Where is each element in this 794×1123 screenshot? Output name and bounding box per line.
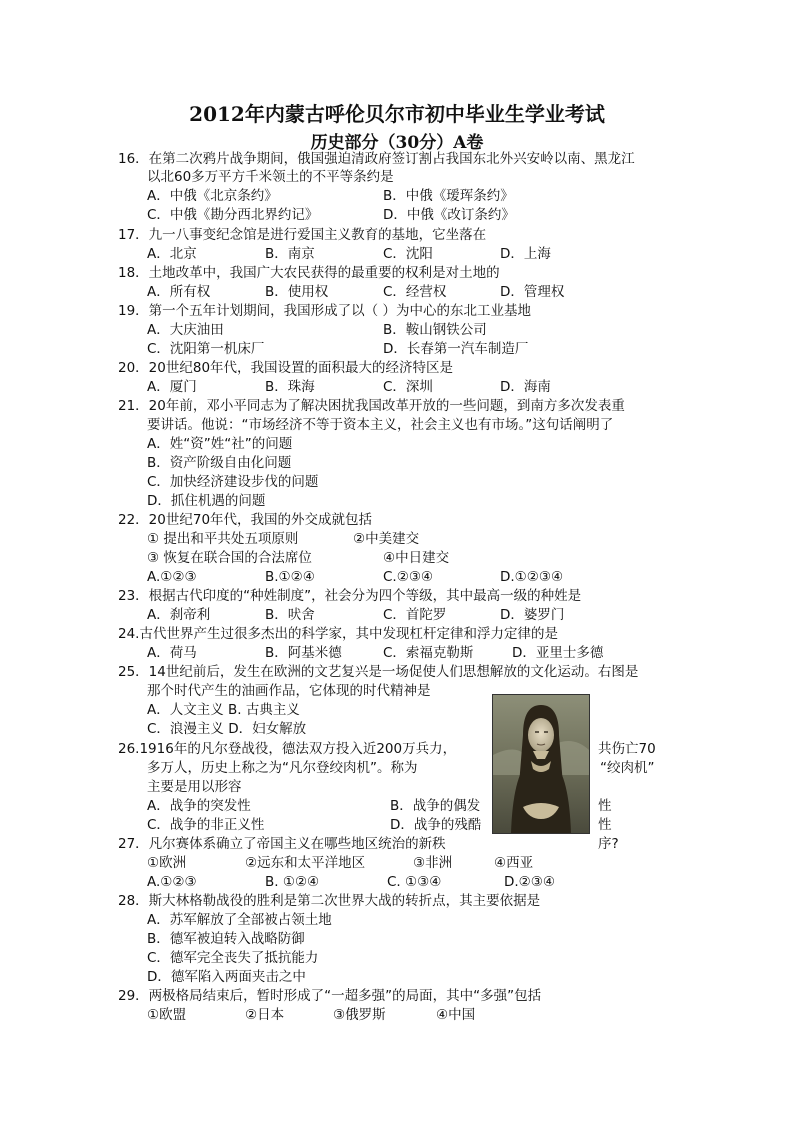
question-22-item-2: ②中美建交 bbox=[353, 531, 420, 547]
question-16-stem: 16．在第二次鸦片战争期间，俄国强迫清政府签订割占我国东北外兴安岭以南、黑龙江 bbox=[118, 151, 635, 167]
question-19-option-b: B．鞍山钢铁公司 bbox=[383, 322, 487, 338]
question-22-option-c: C.②③④ bbox=[383, 569, 434, 585]
question-25-options-cd: C．浪漫主义 D．妇女解放 bbox=[147, 721, 307, 737]
question-21-stem: 21．20年前，邓小平同志为了解决困扰我国改革开放的一些问题，到南方多次发表重 bbox=[118, 398, 625, 414]
question-29-item-1: ①欧盟 bbox=[147, 1007, 187, 1023]
question-27-item-3: ③非洲 bbox=[413, 855, 453, 871]
question-16-option-d: D．中俄《改订条约》 bbox=[383, 207, 515, 223]
question-17-stem: 17．九一八事变纪念馆是进行爱国主义教育的基地，它坐落在 bbox=[118, 227, 487, 243]
question-23-option-c: C．首陀罗 bbox=[383, 607, 447, 623]
mona-lisa-image bbox=[493, 695, 589, 833]
question-26-option-c: C．战争的非正义性 bbox=[147, 817, 265, 833]
question-20-stem: 20．20世纪80年代，我国设置的面积最大的经济特区是 bbox=[118, 360, 454, 376]
question-23-option-b: B．吠舍 bbox=[265, 607, 315, 623]
question-19-stem: 19．第一个五年计划期间，我国形成了以（ ）为中心的东北工业基地 bbox=[118, 303, 531, 319]
question-27-stem-end: 序? bbox=[598, 836, 619, 852]
question-22-option-d: D.①②③④ bbox=[500, 569, 564, 585]
question-26-stem-end: 共伤亡70 bbox=[598, 741, 656, 757]
mona-lisa-painting bbox=[492, 694, 590, 834]
question-23-stem: 23．根据古代印度的“种姓制度”，社会分为四个等级，其中最高一级的种姓是 bbox=[118, 588, 582, 604]
question-24-option-d: D．亚里士多德 bbox=[512, 645, 604, 661]
question-26-option-d-end: 性 bbox=[598, 817, 612, 833]
question-25-stem-cont: 那个时代产生的油画作品，它体现的时代精神是 bbox=[147, 683, 431, 699]
question-22-option-b: B.①②④ bbox=[265, 569, 315, 585]
question-17-option-c: C．沈阳 bbox=[383, 246, 433, 262]
question-28-option-d: D．德军陷入两面夹击之中 bbox=[147, 969, 306, 985]
question-16-option-b: B．中俄《瑷珲条约》 bbox=[383, 188, 514, 204]
question-20-option-a: A．厦门 bbox=[147, 379, 197, 395]
question-28-option-b: B．德军被迫转入战略防御 bbox=[147, 931, 305, 947]
question-27-option-a: A.①②③ bbox=[147, 874, 197, 890]
question-28-option-c: C．德军完全丧失了抵抗能力 bbox=[147, 950, 319, 966]
question-20-option-c: C．深圳 bbox=[383, 379, 433, 395]
question-22-item-1: ① 提出和平共处五项原则 bbox=[147, 531, 299, 547]
question-18-stem: 18．土地改革中，我国广大农民获得的最重要的权利是对土地的 bbox=[118, 265, 500, 281]
exam-subtitle: 历史部分（30分）A卷 bbox=[310, 133, 484, 153]
question-24-option-b: B．阿基米德 bbox=[265, 645, 342, 661]
question-26-option-d: D．战争的残酷 bbox=[390, 817, 482, 833]
question-29-item-2: ②日本 bbox=[245, 1007, 285, 1023]
question-27-item-2: ②远东和太平洋地区 bbox=[245, 855, 366, 871]
question-27-item-4: ④西亚 bbox=[494, 855, 534, 871]
question-29-stem: 29．两极格局结束后，暂时形成了“一超多强”的局面，其中“多强”包括 bbox=[118, 988, 542, 1004]
question-18-option-b: B．使用权 bbox=[265, 284, 329, 300]
exam-title: 2012年内蒙古呼伦贝尔市初中毕业生学业考试 bbox=[189, 102, 605, 126]
question-29-item-4: ④中国 bbox=[436, 1007, 476, 1023]
question-16-option-c: C．中俄《勘分西北界约记》 bbox=[147, 207, 319, 223]
question-22-option-a: A.①②③ bbox=[147, 569, 197, 585]
question-24-option-c: C．索福克勒斯 bbox=[383, 645, 474, 661]
question-25-stem: 25．14世纪前后，发生在欧洲的文艺复兴是一场促使人们思想解放的文化运动。右图是 bbox=[118, 664, 639, 680]
question-25-options-ab: A．人文主义 B. 古典主义 bbox=[147, 702, 300, 718]
question-16-option-a: A．中俄《北京条约》 bbox=[147, 188, 278, 204]
question-26-stem: 26.1916年的凡尔登战役，德法双方投入近200万兵力， bbox=[118, 741, 457, 757]
question-22-item-4: ④中日建交 bbox=[383, 550, 450, 566]
question-20-option-d: D．海南 bbox=[500, 379, 551, 395]
question-29-item-3: ③俄罗斯 bbox=[333, 1007, 386, 1023]
question-27-item-1: ①欧洲 bbox=[147, 855, 187, 871]
question-19-option-d: D．长春第一汽车制造厂 bbox=[383, 341, 529, 357]
question-19-option-c: C．沈阳第一机床厂 bbox=[147, 341, 265, 357]
question-18-option-c: C．经营权 bbox=[383, 284, 447, 300]
question-22-item-3: ③ 恢复在联合国的合法席位 bbox=[147, 550, 312, 566]
question-23-option-d: D．婆罗门 bbox=[500, 607, 565, 623]
question-21-option-a: A．姓“资”姓“社”的问题 bbox=[147, 436, 293, 452]
question-17-option-a: A．北京 bbox=[147, 246, 197, 262]
question-23-option-a: A．刹帝利 bbox=[147, 607, 211, 623]
question-27-stem: 27．凡尔赛体系确立了帝国主义在哪些地区统治的新秩 bbox=[118, 836, 446, 852]
question-28-option-a: A．苏军解放了全部被占领土地 bbox=[147, 912, 332, 928]
question-24-stem: 24.古代世界产生过很多杰出的科学家，其中发现杠杆定律和浮力定律的是 bbox=[118, 626, 558, 642]
question-26-stem-cont2: 主要是用以形容 bbox=[147, 779, 242, 795]
question-19-option-a: A．大庆油田 bbox=[147, 322, 224, 338]
question-21-option-b: B．资产阶级自由化问题 bbox=[147, 455, 292, 471]
question-21-option-d: D．抓住机遇的问题 bbox=[147, 493, 266, 509]
question-26-stem-cont-end: “绞肉机” bbox=[600, 760, 655, 776]
question-20-option-b: B．珠海 bbox=[265, 379, 315, 395]
question-24-option-a: A．荷马 bbox=[147, 645, 197, 661]
question-28-stem: 28．斯大林格勒战役的胜利是第二次世界大战的转折点，其主要依据是 bbox=[118, 893, 541, 909]
question-21-stem-cont: 要讲话。他说：“市场经济不等于资本主义，社会主义也有市场。”这句话阐明了 bbox=[147, 417, 614, 433]
question-26-option-b-end: 性 bbox=[598, 798, 612, 814]
question-26-stem-cont: 多万人，历史上称之为“凡尔登绞肉机”。称为 bbox=[147, 760, 418, 776]
question-27-option-c: C. ①③④ bbox=[387, 874, 442, 890]
question-17-option-d: D．上海 bbox=[500, 246, 551, 262]
question-21-option-c: C．加快经济建设步伐的问题 bbox=[147, 474, 319, 490]
question-27-option-b: B. ①②④ bbox=[265, 874, 320, 890]
question-16-stem-cont: 以北60多万平方千米领土的不平等条约是 bbox=[147, 169, 394, 185]
question-26-option-b: B．战争的偶发 bbox=[390, 798, 481, 814]
question-27-option-d: D.②③④ bbox=[504, 874, 555, 890]
question-22-stem: 22．20世纪70年代，我国的外交成就包括 bbox=[118, 512, 373, 528]
question-18-option-d: D．管理权 bbox=[500, 284, 565, 300]
question-26-option-a: A．战争的突发性 bbox=[147, 798, 251, 814]
question-17-option-b: B．南京 bbox=[265, 246, 315, 262]
question-18-option-a: A．所有权 bbox=[147, 284, 211, 300]
